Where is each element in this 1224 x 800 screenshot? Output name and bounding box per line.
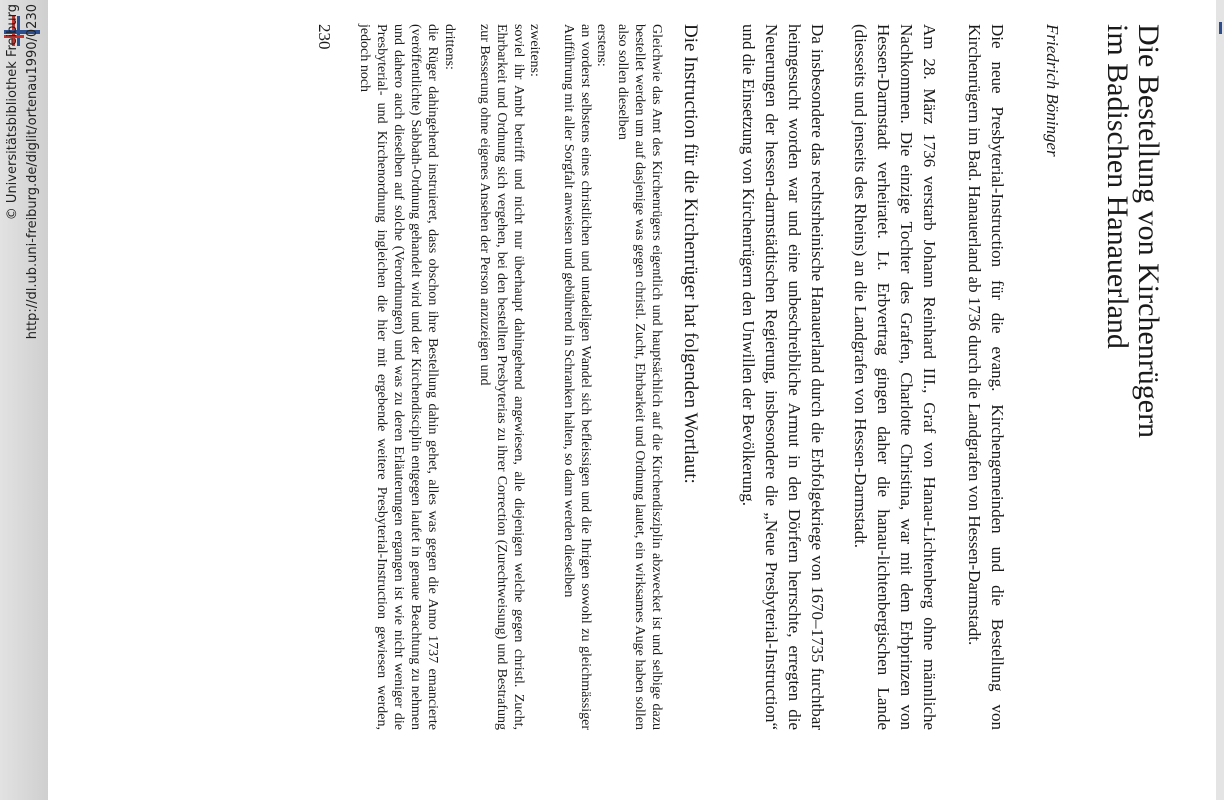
instruction-item-label: zweitens: [527, 24, 542, 77]
instruction-item-text: die Rüger dahingehend instruieret, dass obschon ihre Bestellung dahin gehet, alles was gegen die Anno 1737 emancierte (veröffentlichte) Sabbath-Ordnung gehandelt wird und der Kirchendisciplin entgegen laufet in genaue Beachtung zu nehmen und dahero auch dieselben auf solche (Verordnungen) und was zu deren Erläuterungen ergangen ist wie nicht weniger die Presbyterial- und Kirchenordnung ingleichen die hier mit ergebende weitere Presbyterial-Instruction gewiesen werden, jedoch noch [357, 24, 440, 730]
section-heading: Die Instruction für die Kirchenrüger hat folgenden Wortlaut: [680, 24, 701, 484]
edge-marker [1219, 22, 1222, 34]
instruction-item-text: an vorderst selbstens eines christlichen und untadeligen Wandel sich befleissigen und die Ihrigen sowohl zu gleichmässiger Aufführung mit aller Sorgfalt anweisen und gebührend in Schranken halten, so dann werden dieselben [561, 24, 593, 730]
page-url[interactable]: http://dl.ub.uni-freiburg.de/diglit/ortenau1990/0230 [25, 4, 40, 340]
document-page [48, 0, 1216, 800]
body-paragraph: Die neue Presbyterial-Instruction für die evang. Kirchengemeinden und die Bestellung von Kirchenrügern im Bad. Hanauerland ab 1736 durch die Landgrafen von Hessen-Darmstadt. [965, 24, 1007, 730]
copyright-notice: © Universitätsbibliothek Freiburg [5, 4, 20, 221]
page-number: 230 [315, 24, 334, 50]
instruction-item-text: soviel ihr Ambt betrifft und nicht nur überhaupt dahingehend angewiesen, alle diejenigen welche gegen christl. Zucht, Ehrbarkeit und Ordnung sich vergehen, bei den bestellten Presbyterias zu ihrer Correction (Zurechtweisung) und Bestrafung zur Besserung ohne eigenes Ansehen der Person anzuzeigen und [477, 24, 526, 730]
title-line-1: Die Bestellung von Kirchenrügern [1132, 24, 1165, 439]
article-author: Friedrich Böninger [1043, 24, 1062, 157]
rotated-page-content [48, 0, 1216, 800]
viewer-right-edge [1216, 0, 1224, 800]
body-paragraph: Am 28. März 1736 verstarb Johann Reinhard III., Graf von Hanau-Lichtenberg ohne männliche Nachkommen. Die einzige Tochter des Grafen, Charlotte Christina, war mit dem Erbprinzen von Hessen-Darmstadt verheiratet. Lt. Erbvertrag gingen daher die hanau-lichtenbergischen Lande (diesseits und jenseits des Rheins) an die Landgrafen von Hessen-Darmstadt. [851, 24, 939, 730]
body-paragraph: Da insbesondere das rechtsrheinische Hanauerland durch die Erbfolgekriege von 1670–1735 furchtbar heimgesucht worden war und eine unbeschreibliche Armut in den Dörfern herrschte, erregten die Neuerungen der hessen-darmstädtischen Regierung, insbesondere die „Neue Presbyterial-Instruction“ und die Einsetzung von Kirchenrügern den Unwillen der Bevölkerung. [739, 24, 827, 730]
instruction-item-label: drittens: [442, 24, 457, 70]
instruction-item-label: erstens: [594, 24, 609, 67]
instruction-intro: Gleichwie das Amt des Kirchenrügers eigentlich und hauptsächlich auf die Kirchendisziplin abzwecket ist und selbige dazu bestellet werden um auf dasjenige was gegen christl. Zucht, Ehrbarkeit und Ordnung lautet, ein wirksames Auge haben sollen also sollen dieselben [615, 24, 664, 730]
viewer-left-margin [0, 0, 48, 800]
title-line-2: im Badischen Hanauerland [1101, 24, 1134, 349]
article-title [1102, 24, 1164, 644]
